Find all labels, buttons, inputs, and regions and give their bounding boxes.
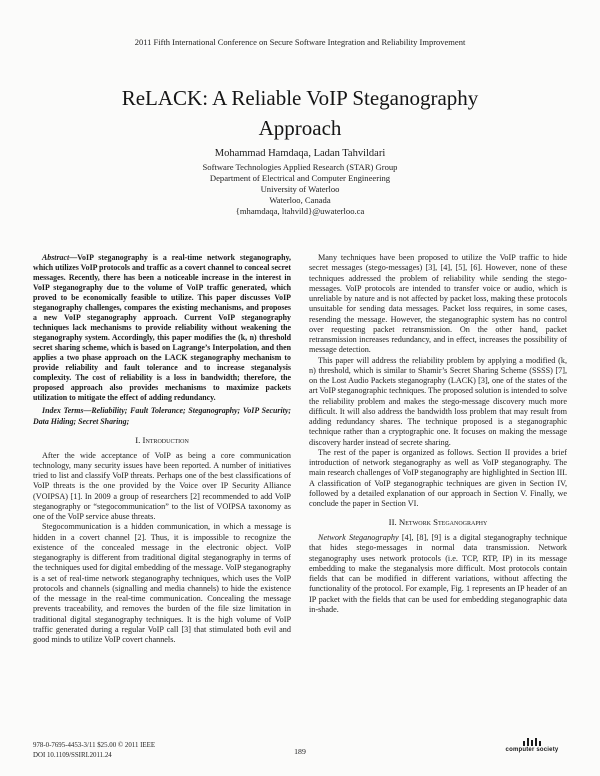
doi-line: DOI 10.1109/SSIRI.2011.24 bbox=[33, 751, 112, 759]
title-line-2: Approach bbox=[258, 115, 342, 140]
section-heading-network-steganography: II. Network Steganography bbox=[388, 517, 488, 528]
ieee-logo-bars-icon bbox=[523, 738, 541, 746]
network-steganography-text: [4], [8], [9] is a digital steganography technique that hides stego-messages in normal data transmission. Network steganography uses network protocols (i.e. TCP, RTP, IP) in its message embedding to make the steganalysis more difficult. Most protocols contain fields that can be modified in different variations, without affecting the functionality of the protocol. For example, Fig. 1 represents an IP header of an IP packet with the fields that can be used for embedding steganographic data in-shade. bbox=[309, 533, 567, 614]
page-number: 189 bbox=[294, 747, 306, 756]
author-names: Mohammad Hamdaqa, Ladan Tahvildari bbox=[214, 148, 386, 159]
body-paragraph-3: The rest of the paper is organized as follows. Section II provides a brief introduction of network steganography as well as VoIP steganography. The main research challenges of VoIP steganography are highlighted in Section III. A classification of VoIP steganographic techniques are given in Section IV, followed by a detailed explanation of our approach in Section V. Finally, we conclude the paper in Section VI. bbox=[309, 447, 567, 508]
body-paragraph-1: Many techniques have been proposed to utilize the VoIP traffic to hide secret messages (stego-messages) [3], [4], [5], [6]. However, none of these techniques addressed the problem of reliability while sending the stego-messages. VoIP protocols are intended to transfer voice or audio, which is unreliable by nature and is not affected by packet loss, making these protocols unsuitable for sending data messages. Packet loss requires, in some cases, resending the message. However, the steganographic system has no control over requesting packet retransmission. On the other hand, packet retransmission increases redundancy, and in effect, increases the possibility of message detection. bbox=[309, 253, 567, 355]
ieee-computer-society-logo bbox=[497, 738, 567, 754]
abstract-text: —VoIP steganography is a real-time network steganography, which utilizes VoIP protocols and traffic as a covert channel to conceal secret messages. Recently, there has been a noticeable increase in the interest in VoIP steganography due to the volume of VoIP traffic generated, which proved to be economically feasible to utilize. This paper discusses VoIP steganography challenges, compares the existing mechanisms, and proposes a new VoIP steganography approach. Current VoIP steganography techniques lack mechanisms to provide reliability without weakening the steganography system. Accordingly, this paper modifies the (k, n) threshold secret sharing scheme, which is based on Lagrange’s Interpolation, and then applies a two phase approach on the LACK steganography mechanism to provide reliability and fault tolerance and to increase steganalysis complexity. The cost of reliability is a loss in bandwidth; therefore, the proposed approach also provides mechanisms to maximize packets utilization to mitigate the effect of adding redundancy. bbox=[33, 253, 291, 403]
affiliation-line: Department of Electrical and Computer Engineering bbox=[209, 173, 391, 183]
affiliation-line: Software Technologies Applied Research (STAR) Group bbox=[202, 162, 398, 172]
right-column bbox=[309, 253, 567, 735]
body-columns bbox=[33, 253, 567, 735]
section-heading-introduction: I. Introduction bbox=[135, 434, 189, 445]
network-steganography-paragraph bbox=[309, 533, 567, 615]
abstract-lead: Abstract bbox=[42, 253, 70, 262]
ieee-logo-text: computer society bbox=[505, 747, 559, 753]
page-title bbox=[40, 84, 560, 144]
author-email: {mhamdaqa, ltahvild}@uwaterloo.ca bbox=[235, 206, 365, 216]
index-terms-text: —Reliability; Fault Tolerance; Steganography; VoIP Security; Data Hiding; Secret Sharing; bbox=[33, 406, 292, 426]
abstract-paragraph bbox=[33, 253, 291, 403]
index-terms-lead: Index Terms bbox=[42, 406, 84, 416]
affiliation-line: Waterloo, Canada bbox=[269, 195, 331, 205]
intro-paragraph-2: Stegocommunication is a hidden communication, in which a message is hidden in a covert channel [2]. Thus, it is impossible to recognize the existence of the concealed message in the electronic object. VoIP steganography is different from traditional digital steganography in terms of the techniques used for digital embedding of the message. VoIP steganography is a set of real-time network steganography techniques, which uses the VoIP protocols and channels (signalling and media channels) to hide the existence of the message in the real-time communication. Concealing the message prevents traceability, and removes the burden of the file size limitation in traditional digital steganography techniques. It is the high volume of VoIP traffic generated during a regular VoIP call [3] that stimulated both evil and good minds to utilize VoIP covert channels. bbox=[33, 522, 291, 645]
body-paragraph-2: This paper will address the reliability problem by applying a modified (k, n) threshold, which is similar to Shamir’s Secret Sharing Scheme (SSSS) [7], on the Lost Audio Packets steganography (LACK) [3], one of the states of the art VoIP steganographic techniques. The proposed solution is intended to solve the reliability problem and makes the stego-message discovery much more difficult. It will also address the bandwidth loss problem that may result from adding redundancy shares. The technique proposed is a steganographic technique rather than a cryptographic one. It focuses on making the message discovery harder instead of secrete sharing. bbox=[309, 355, 567, 447]
intro-paragraph-1: After the wide acceptance of VoIP as being a core communication technology, many security issues have been reported. A number of initiatives tried to list and classify VoIP threats. Perhaps one of the best classifications of VoIP threats is the one provided by the Voice over IP Security Alliance (VOIPSA) [1]. In 2009 a group of researchers [2] recommended to add VoIP steganography or “stegocommunication” to the list of VOIPSA taxonomy as one of the VoIP service abuse threats. bbox=[33, 450, 291, 522]
conference-header: 2011 Fifth International Conference on Secure Software Integration and Reliability Improvement bbox=[134, 37, 466, 47]
copyright-line-1: 978-0-7695-4453-3/11 $25.00 © 2011 IEEE bbox=[33, 742, 156, 749]
affiliation-line: University of Waterloo bbox=[260, 184, 340, 194]
left-column bbox=[33, 253, 291, 735]
index-terms bbox=[33, 406, 291, 426]
network-steganography-lead: Network Steganography bbox=[318, 533, 399, 543]
title-line-1: ReLACK: A Reliable VoIP Steganography bbox=[121, 86, 479, 110]
authors-block bbox=[0, 148, 600, 217]
